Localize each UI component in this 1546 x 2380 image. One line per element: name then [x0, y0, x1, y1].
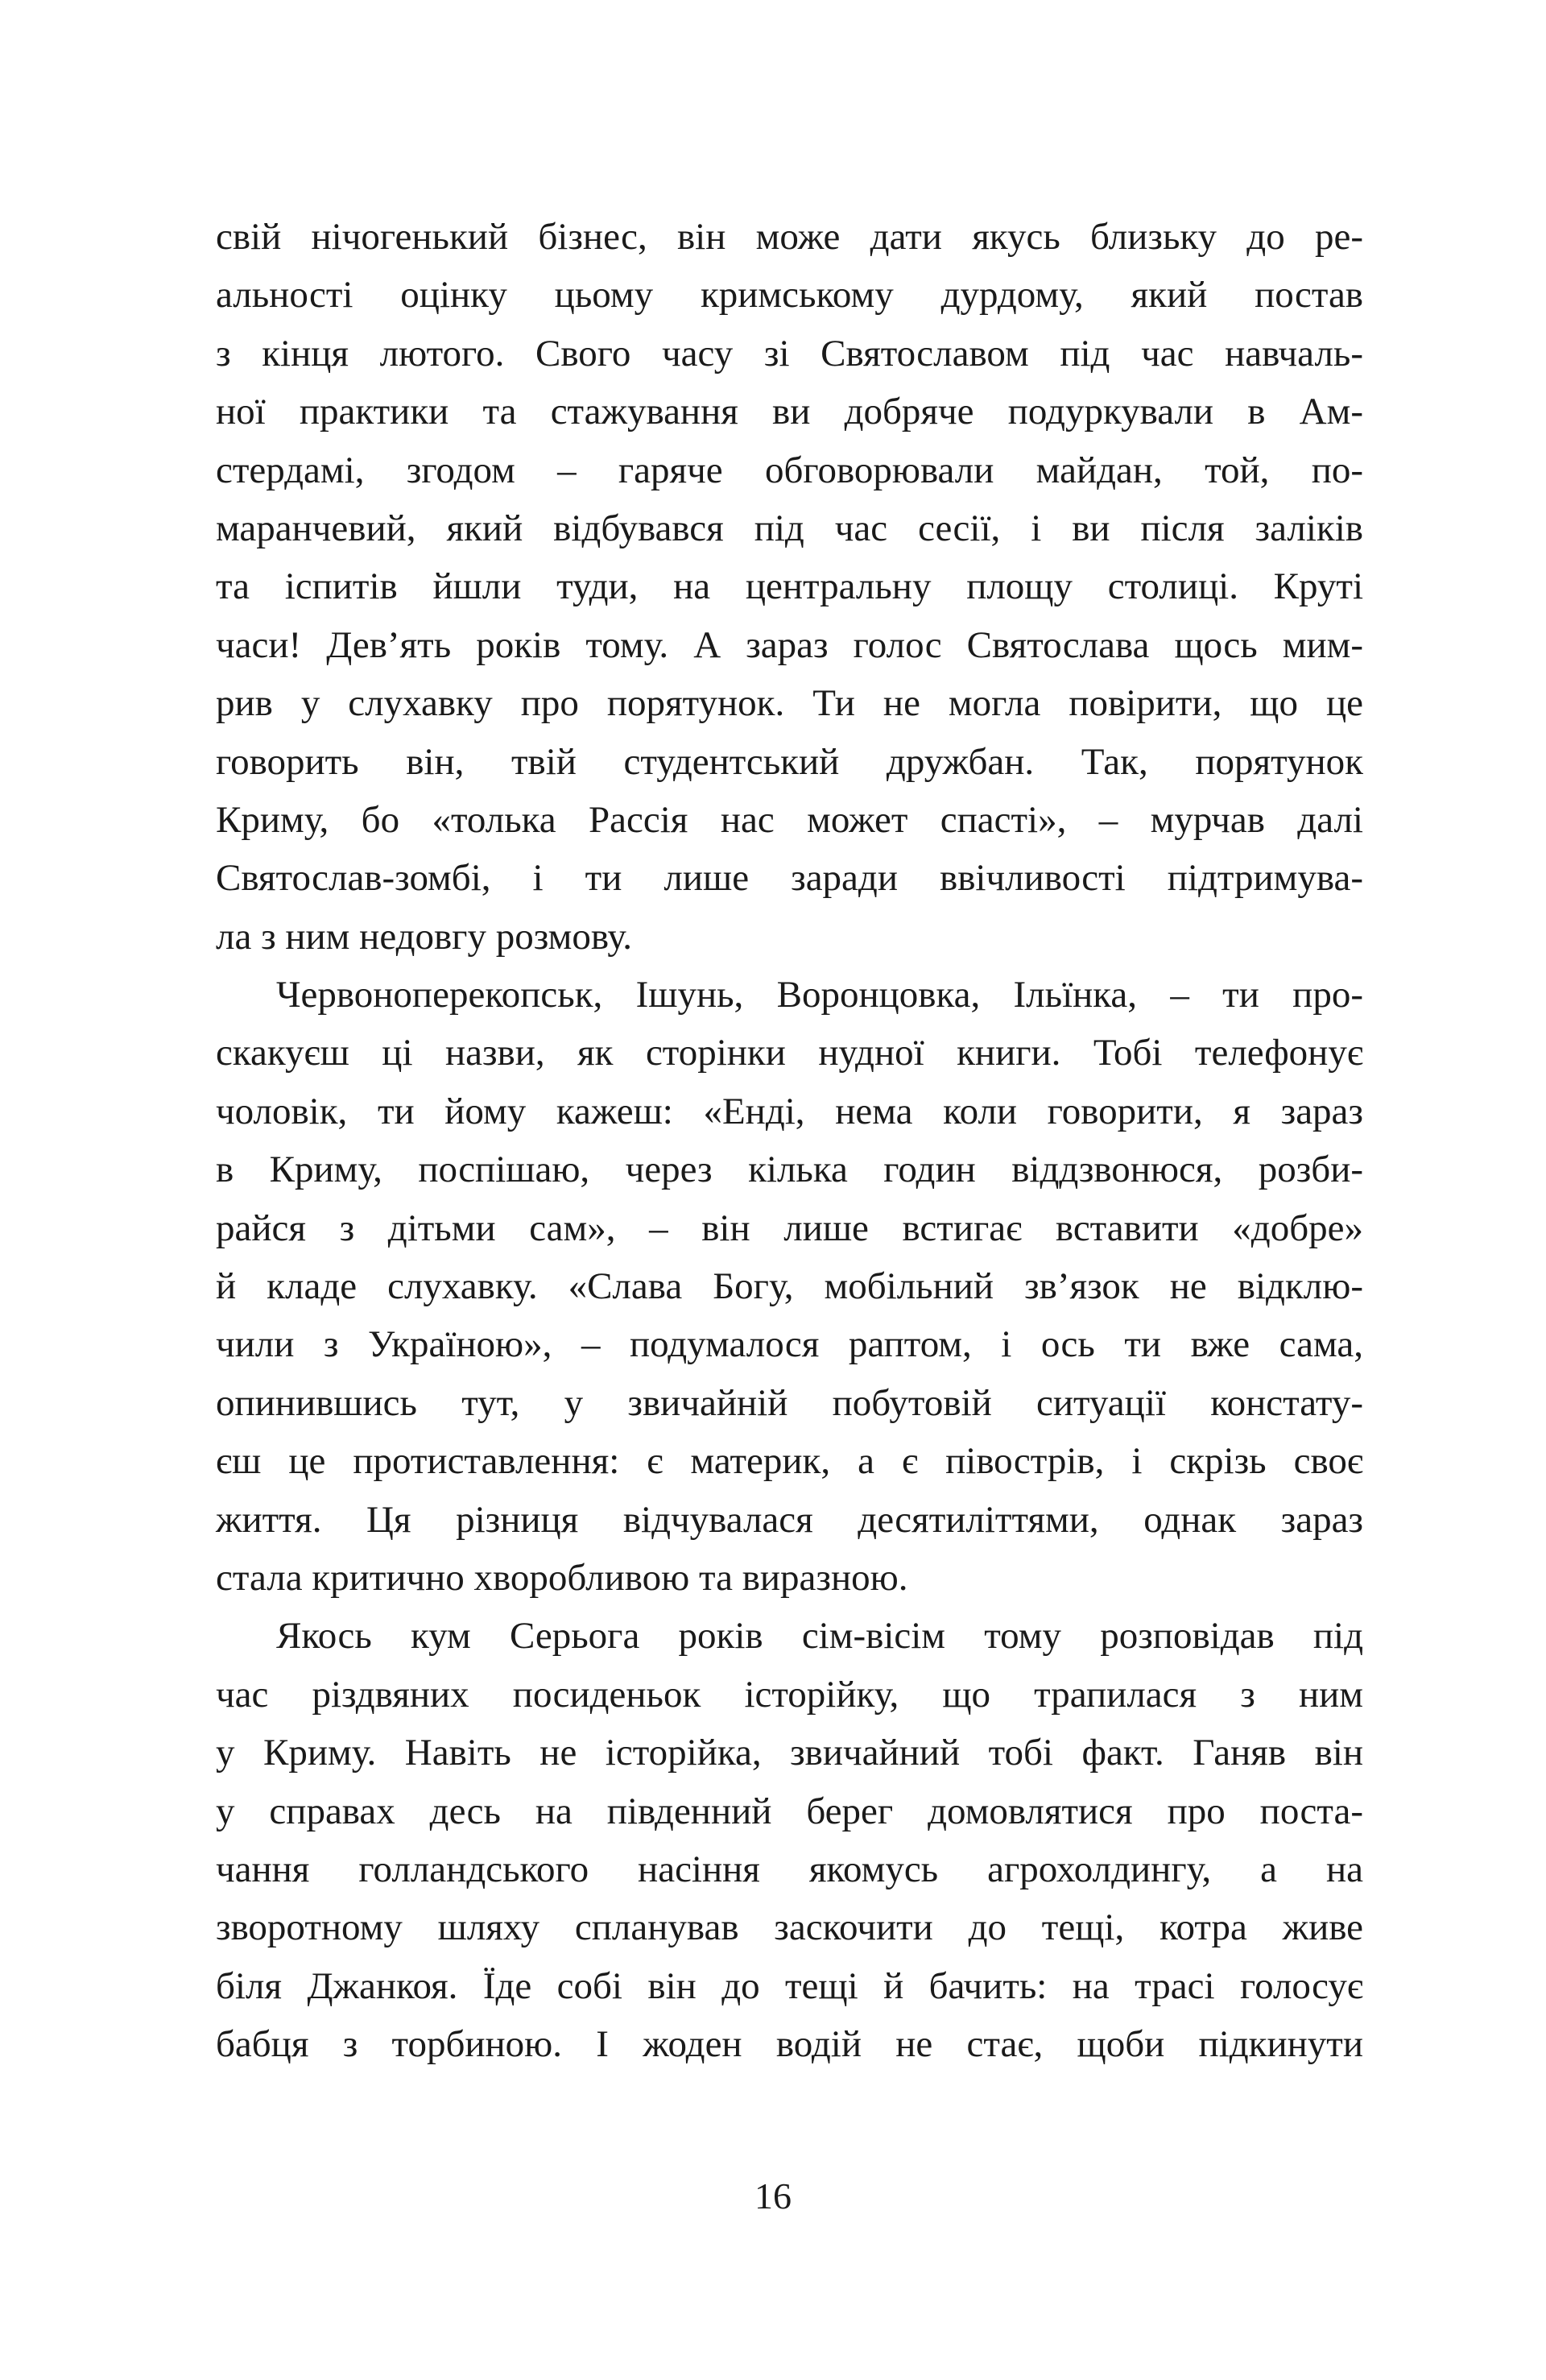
text-line: скакуєш ці назви, як сторінки нудної книги. Тобі телефонує: [216, 1032, 1363, 1074]
text-line: рив у слухавку про порятунок. Ти не могла повірити, що це: [216, 682, 1363, 725]
text-line: опинившись тут, у звичайній побутовій ситуації констату-: [216, 1381, 1363, 1424]
text-line: Святослав-зомбі, і ти лише заради ввічливості підтримува-: [216, 857, 1363, 900]
text-line: чання голландського насіння якомусь агрохолдингу, а на: [216, 1848, 1363, 1890]
text-line: у справах десь на південний берег домовлятися про поста-: [216, 1790, 1363, 1832]
text-line: та іспитів йшли туди, на центральну площу столиці. Круті: [216, 565, 1363, 608]
text-line: стала критично хворобливою та виразною.: [216, 1556, 908, 1599]
text-line: біля Джанкоя. Їде собі він до тещі й бачить: на трасі голосує: [216, 1964, 1363, 2007]
text-line: часи! Дев’ять років тому. А зараз голос Святослава щось мим-: [216, 623, 1363, 666]
text-line: чили з Україною», – подумалося раптом, і ось ти вже сама,: [216, 1323, 1363, 1366]
text-line: у Криму. Навіть не історійка, звичайний тобі факт. Ганяв він: [216, 1732, 1363, 1774]
text-line: стердамі, згодом – гаряче обговорювали майдан, той, по-: [216, 449, 1363, 491]
text-line: Червоноперекопськ, Ішунь, Воронцовка, Ільїнка, – ти про-: [276, 974, 1363, 1016]
text-line: ної практики та стажування ви добряче подуркували в Ам-: [216, 391, 1363, 433]
text-line: час різдвяних посиденьок історійку, що трапилася з ним: [216, 1673, 1363, 1716]
text-line: маранчевий, який відбувався під час сесії, і ви після заліків: [216, 507, 1363, 549]
paragraph: [216, 966, 1363, 1607]
text-line: райся з дітьми сам», – він лише встигає вставити «добре»: [216, 1207, 1363, 1249]
page-number: 16: [754, 2175, 792, 2217]
text-line: зворотному шляху спланував заскочити до тещі, котра живе: [216, 1906, 1363, 1949]
text-line: з кінця лютого. Свого часу зі Святославом під час навчаль-: [216, 332, 1363, 375]
text-line: й кладе слухавку. «Слава Богу, мобільний зв’язок не відклю-: [216, 1265, 1363, 1308]
text-line: говорить він, твій студентський дружбан. Так, порятунок: [216, 740, 1363, 783]
text-line: чоловік, ти йому кажеш: «Енді, нема коли говорити, я зараз: [216, 1090, 1363, 1132]
text-line: в Криму, поспішаю, через кілька годин віддзвонюся, розби-: [216, 1149, 1363, 1191]
paragraph: [216, 1607, 1363, 2073]
paragraph: [216, 208, 1363, 966]
text-line: Криму, бо «толька Рассія нас может спасті», – мурчав далі: [216, 798, 1363, 841]
text-line: життя. Ця різниця відчувалася десятиліттями, однак зараз: [216, 1498, 1363, 1541]
text-line: свій нічогенький бізнес, він може дати якусь близьку до ре-: [216, 216, 1363, 258]
body-text: [216, 208, 1363, 2074]
text-line: Якось кум Серьога років сім-вісім тому розповідав під: [276, 1615, 1363, 1658]
text-line: єш це протиставлення: є материк, а є півострів, і скрізь своє: [216, 1440, 1363, 1483]
text-line: альності оцінку цьому кримському дурдому, який постав: [216, 274, 1363, 317]
text-line: ла з ним недовгу розмову.: [216, 915, 632, 958]
text-line: бабця з торбиною. І жоден водій не стає, щоби підкинути: [216, 2023, 1363, 2066]
